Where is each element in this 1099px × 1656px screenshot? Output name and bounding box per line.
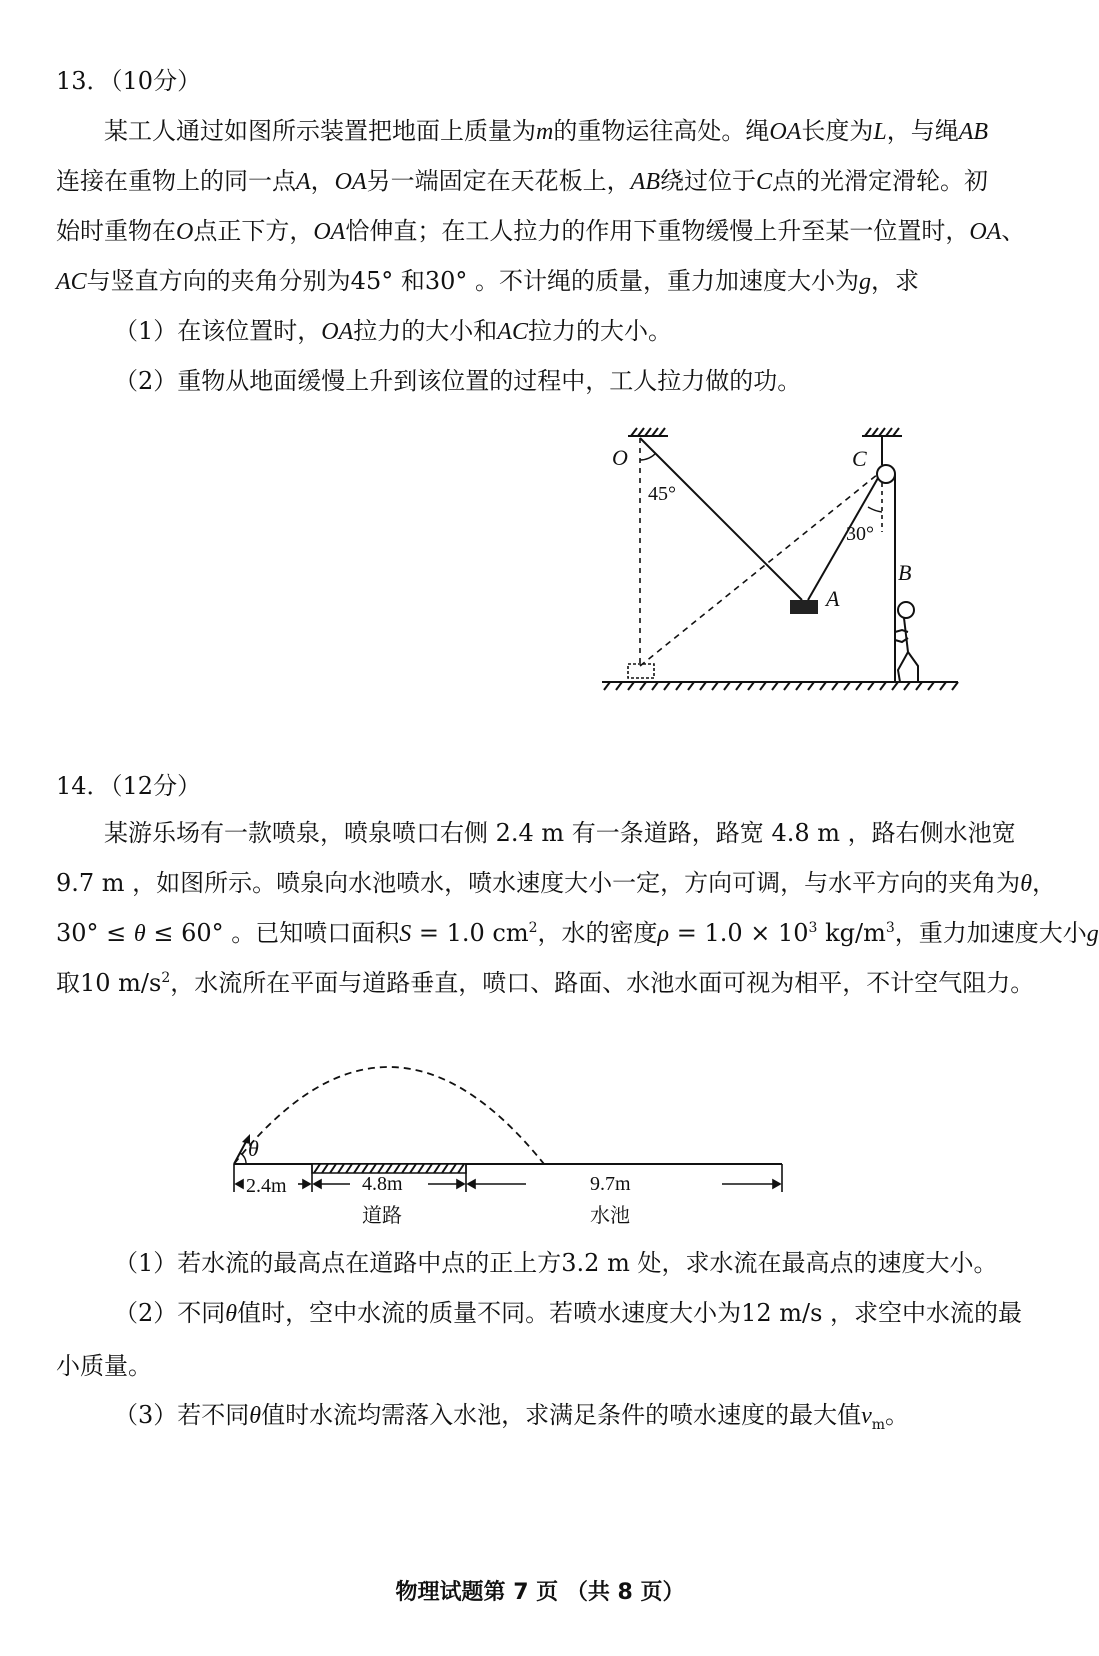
q14-para-line-2: 9.7 m ，如图所示。喷泉向水池喷水，喷水速度大小一定，方向可调，与水平方向的夹角为θ，	[56, 869, 1056, 897]
worker-figure	[895, 602, 918, 682]
q13-pulley-figure	[600, 420, 970, 705]
q13-subquestion-1: （1）在该位置时，OA拉力的大小和AC拉力的大小。	[114, 317, 672, 345]
distance-9-7m: 9.7m	[590, 1173, 631, 1195]
q14-subquestion-2-cont: 小质量。	[56, 1352, 152, 1380]
distance-2-4m: 2.4m	[246, 1175, 287, 1197]
q14-header: 14．（12分）	[56, 772, 202, 800]
label-a: A	[826, 586, 840, 611]
label-c: C	[852, 446, 867, 471]
q13-header: 13．（10分）	[56, 67, 202, 95]
label-o: O	[612, 445, 628, 470]
q14-para-line-4: 取10 $m/s^2$，水流所在平面与道路垂直，喷口、路面、水池水面可视为相平，不计空气阻力。	[56, 969, 1035, 997]
ceiling-c	[862, 428, 902, 436]
q13-para-line-3: 始时重物在O点正下方，OA恰伸直；在工人拉力的作用下重物缓慢上升至某一位置时，OA、	[56, 217, 1026, 245]
road-label: 道路	[362, 1203, 402, 1227]
ground	[602, 682, 958, 690]
q13-para-line-4: AC与竖直方向的夹角分别为45° 和30° 。不计绳的质量，重力加速度大小为g，求	[56, 267, 920, 295]
angle-30-label: 30°	[846, 523, 874, 545]
q13-subquestion-2: （2）重物从地面缓慢上升到该位置的过程中，工人拉力做的功。	[114, 367, 802, 395]
label-b: B	[898, 560, 912, 585]
distance-4-8m: 4.8m	[362, 1173, 403, 1195]
q14-para-line-3: 30° ≤ θ ≤ 60° 。已知喷口面积S = 1.0 $cm^2$，水的密度$\rho = 1.0 \times 10^3$ $kg/m^3$，重力加速度大小g	[56, 919, 1099, 947]
q14-subquestion-3: （3）若不同θ值时水流均需落入水池，求满足条件的喷水速度的最大值$v_m$。	[114, 1401, 910, 1433]
q14-para-line-1: 某游乐场有一款喷泉，喷泉喷口右侧 2.4 m 有一条道路，路宽 4.8 m ，路右侧水池宽	[104, 819, 1016, 847]
angle-45-label: 45°	[648, 483, 676, 505]
q13-para-line-1: 某工人通过如图所示装置把地面上质量为m的重物运往高处。绳OA长度为L，与绳AB	[104, 117, 989, 145]
q14-subquestion-1: （1）若水流的最高点在道路中点的正上方3.2 m 处，求水流在最高点的速度大小。	[114, 1249, 998, 1277]
pool-label: 水池	[590, 1203, 630, 1227]
theta-label: θ	[248, 1136, 259, 1161]
q14-fountain-figure	[228, 1040, 798, 1240]
q13-para-line-2: 连接在重物上的同一点A，OA另一端固定在天花板上，AB绕过位于C点的光滑定滑轮。初	[56, 167, 989, 195]
weight-block	[790, 600, 818, 614]
ceiling-o	[628, 428, 668, 436]
pulley	[877, 465, 895, 483]
water-trajectory	[234, 1067, 544, 1164]
q14-subquestion-2: （2）不同θ值时，空中水流的质量不同。若喷水速度大小为12 m/s ，求空中水流的最	[114, 1299, 1023, 1327]
page-footer: 物理试题第 7 页 （共 8 页）	[395, 1580, 685, 1605]
rope-oa	[640, 438, 802, 600]
